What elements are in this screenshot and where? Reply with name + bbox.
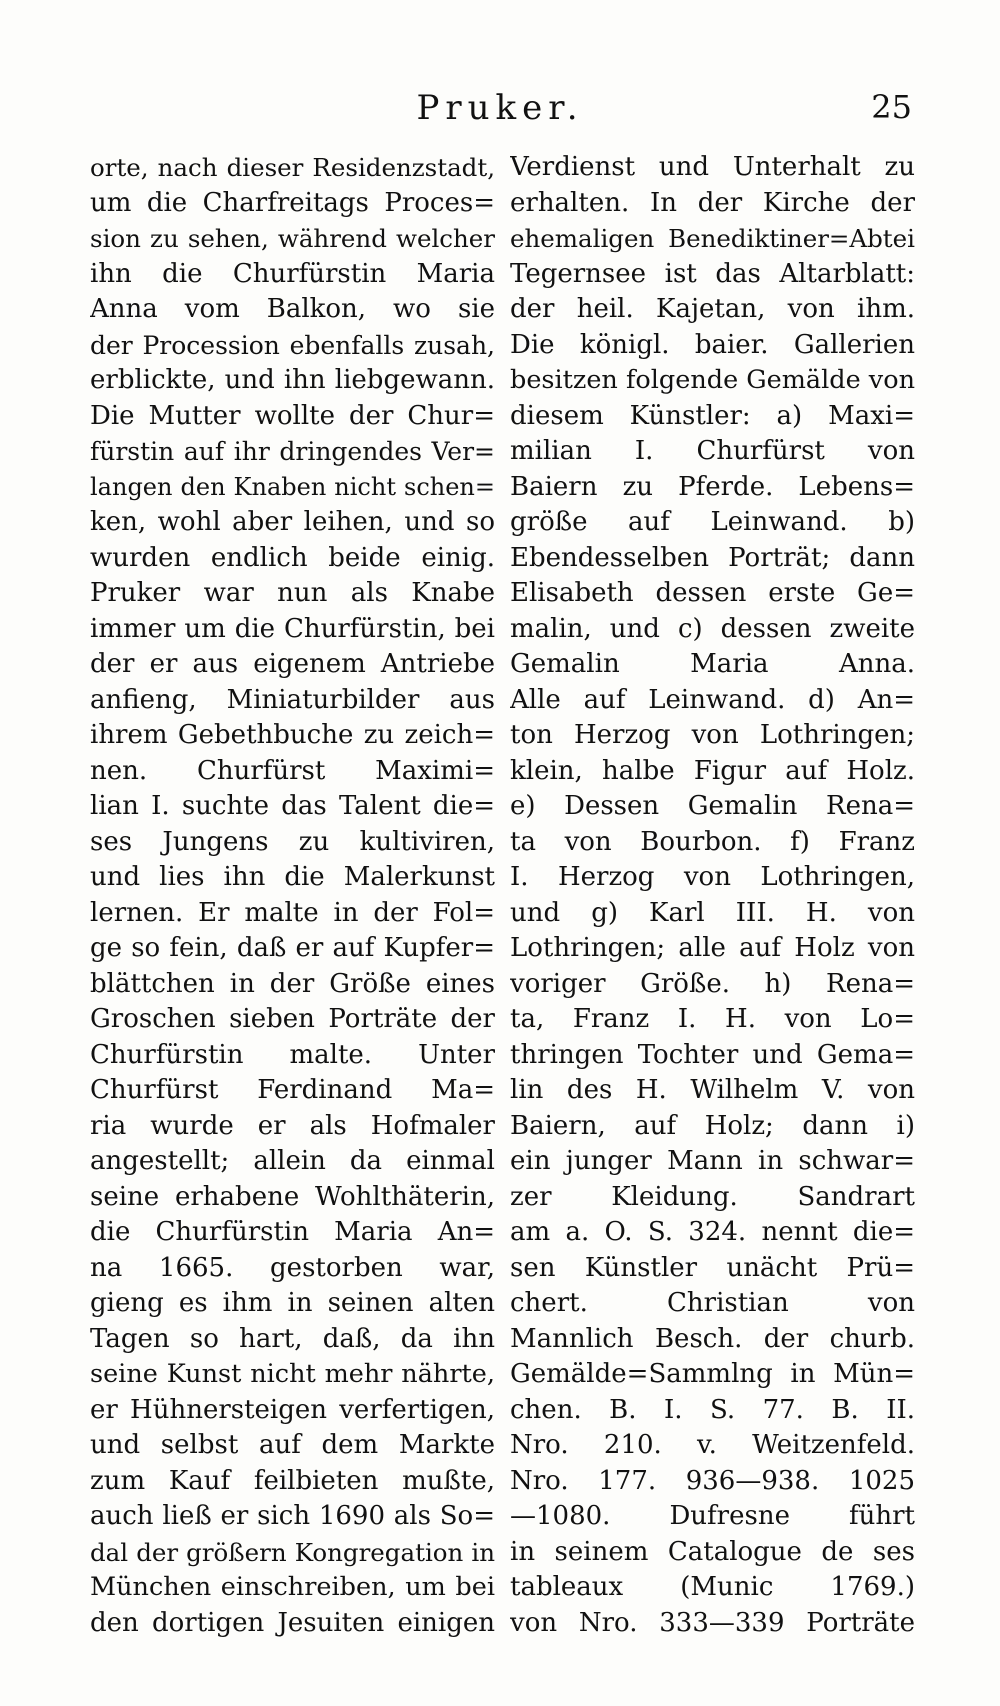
text-line: voriger Größe. h) Rena= <box>510 968 915 999</box>
text-line: zer Kleidung. Sandrart <box>510 1181 915 1212</box>
text-line: nen. Churfürst Maximi= <box>90 755 495 786</box>
text-line: ihrem Gebethbuche zu zeich= <box>90 720 495 750</box>
text-line: fürstin auf ihr dringendes Ver= <box>90 437 495 466</box>
text-line: auch ließ er sich 1690 als So= <box>90 1501 495 1531</box>
text-line: ton Herzog von Lothringen; <box>510 720 915 750</box>
text-line: der heil. Kajetan, von ihm. <box>510 294 915 324</box>
text-line: Elisabeth dessen erste Ge= <box>510 578 915 608</box>
text-line: chen. B. I. S. 77. B. II. <box>510 1394 915 1425</box>
text-line: dal der größern Kongregation in <box>90 1537 495 1567</box>
text-line: größe auf Leinwand. b) <box>510 507 915 537</box>
text-line: diesem Künstler: a) Maxi= <box>510 400 915 431</box>
text-line: chert. Christian von <box>510 1288 915 1318</box>
text-line: erblickte, und ihn liebgewann. <box>90 365 495 395</box>
text-line: Nro. 177. 936—938. 1025 <box>510 1465 915 1496</box>
text-line: zum Kauf feilbieten mußte, <box>90 1465 495 1496</box>
text-line: und lies ihn die Malerkunst <box>90 862 495 892</box>
text-line: Tagen so hart, daß, da ihn <box>90 1323 495 1354</box>
text-line: Die Mutter wollte der Chur= <box>90 400 495 431</box>
text-line: I. Herzog von Lothringen, <box>510 862 915 892</box>
text-line: lin des H. Wilhelm V. von <box>510 1075 915 1105</box>
text-line: gieng es ihm in seinen alten <box>90 1288 495 1318</box>
text-line: immer um die Churfürstin, bei <box>90 613 495 644</box>
text-line: angestellt; allein da einmal <box>90 1146 495 1176</box>
text-line: ihn die Churfürstin Maria <box>90 258 495 289</box>
text-line: sen Künstler unächt Prü= <box>510 1252 915 1283</box>
text-line: Die königl. baier. Gallerien <box>510 329 915 360</box>
text-line: die Churfürstin Maria An= <box>90 1217 495 1247</box>
text-line: der Procession ebenfalls zusah, <box>90 330 495 360</box>
text-line: e) Dessen Gemalin Rena= <box>510 791 915 821</box>
left-text-column <box>90 150 495 1641</box>
text-line: erhalten. In der Kirche der <box>510 187 915 218</box>
text-line: ta, Franz I. H. von Lo= <box>510 1004 915 1034</box>
text-line: ta von Bourbon. f) Franz <box>510 826 915 857</box>
text-line: lian I. suchte das Talent die= <box>90 791 495 821</box>
text-line: malin, und c) dessen zweite <box>510 613 915 644</box>
text-line: ehemaligen Benediktiner=Abtei <box>510 224 915 253</box>
text-line: seine Kunst nicht mehr nährte, <box>90 1359 495 1389</box>
text-line: Mannlich Besch. der churb. <box>510 1323 915 1354</box>
text-line: Churfürstin malte. Unter <box>90 1039 495 1070</box>
page-number: 25 <box>871 88 912 126</box>
text-line: Baiern, auf Holz; dann i) <box>510 1110 915 1141</box>
text-line: den dortigen Jesuiten einigen <box>90 1607 495 1638</box>
text-line: Verdienst und Unterhalt zu <box>510 152 915 182</box>
text-line: ge so fein, daß er auf Kupfer= <box>90 933 495 963</box>
text-line: Anna vom Balkon, wo sie <box>90 294 495 324</box>
text-line: Gemälde=Sammlng in Mün= <box>510 1359 915 1389</box>
text-line: ken, wohl aber leihen, und so <box>90 507 495 537</box>
text-line: Churfürst Ferdinand Ma= <box>90 1075 495 1105</box>
running-head: Pruker. <box>416 88 584 128</box>
text-line: klein, halbe Figur auf Holz. <box>510 755 915 786</box>
text-line: thringen Tochter und Gema= <box>510 1039 915 1070</box>
text-line: orte, nach dieser Residenzstadt, <box>90 153 495 182</box>
text-line: und selbst auf dem Markte <box>90 1430 495 1460</box>
text-line: um die Charfreitags Proces= <box>90 187 495 218</box>
text-line: seine erhabene Wohlthäterin, <box>90 1181 495 1212</box>
text-line: München einschreiben, um bei <box>90 1572 495 1602</box>
text-line: in seinem Catalogue de ses <box>510 1536 915 1567</box>
text-line: von Nro. 333—339 Porträte <box>510 1607 915 1638</box>
text-line: Nro. 210. v. Weitzenfeld. <box>510 1430 915 1460</box>
text-line: tableaux (Munic 1769.) <box>510 1572 915 1602</box>
text-line: ein junger Mann in schwar= <box>510 1146 915 1176</box>
text-line: und g) Karl III. H. von <box>510 897 915 928</box>
right-text-column <box>510 150 915 1641</box>
text-line: blättchen in der Größe eines <box>90 968 495 999</box>
text-line: —1080. Dufresne führt <box>510 1501 915 1531</box>
text-line: Tegernsee ist das Altarblatt: <box>510 258 915 289</box>
text-line: er Hühnersteigen verfertigen, <box>90 1394 495 1425</box>
text-line: besitzen folgende Gemälde von <box>510 365 915 395</box>
text-line: der er aus eigenem Antriebe <box>90 649 495 679</box>
text-line: ses Jungens zu kultiviren, <box>90 826 495 857</box>
text-line: Baiern zu Pferde. Lebens= <box>510 471 915 502</box>
text-line: wurden endlich beide einig. <box>90 542 495 573</box>
text-line: na 1665. gestorben war, <box>90 1252 495 1283</box>
text-line: sion zu sehen, während welcher <box>90 224 495 253</box>
text-line: Alle auf Leinwand. d) An= <box>510 684 915 715</box>
text-line: Pruker war nun als Knabe <box>90 578 495 608</box>
text-line: Gemalin Maria Anna. <box>510 649 915 679</box>
text-line: Lothringen; alle auf Holz von <box>510 933 915 963</box>
text-line: am a. O. S. 324. nennt die= <box>510 1217 915 1247</box>
text-line: milian I. Churfürst von <box>510 436 915 466</box>
text-line: ria wurde er als Hofmaler <box>90 1110 495 1141</box>
text-line: lernen. Er malte in der Fol= <box>90 897 495 928</box>
text-line: Ebendesselben Porträt; dann <box>510 542 915 573</box>
text-line: langen den Knaben nicht schen= <box>90 472 495 501</box>
text-line: Groschen sieben Porträte der <box>90 1004 495 1034</box>
text-line: anfieng, Miniaturbilder aus <box>90 684 495 715</box>
